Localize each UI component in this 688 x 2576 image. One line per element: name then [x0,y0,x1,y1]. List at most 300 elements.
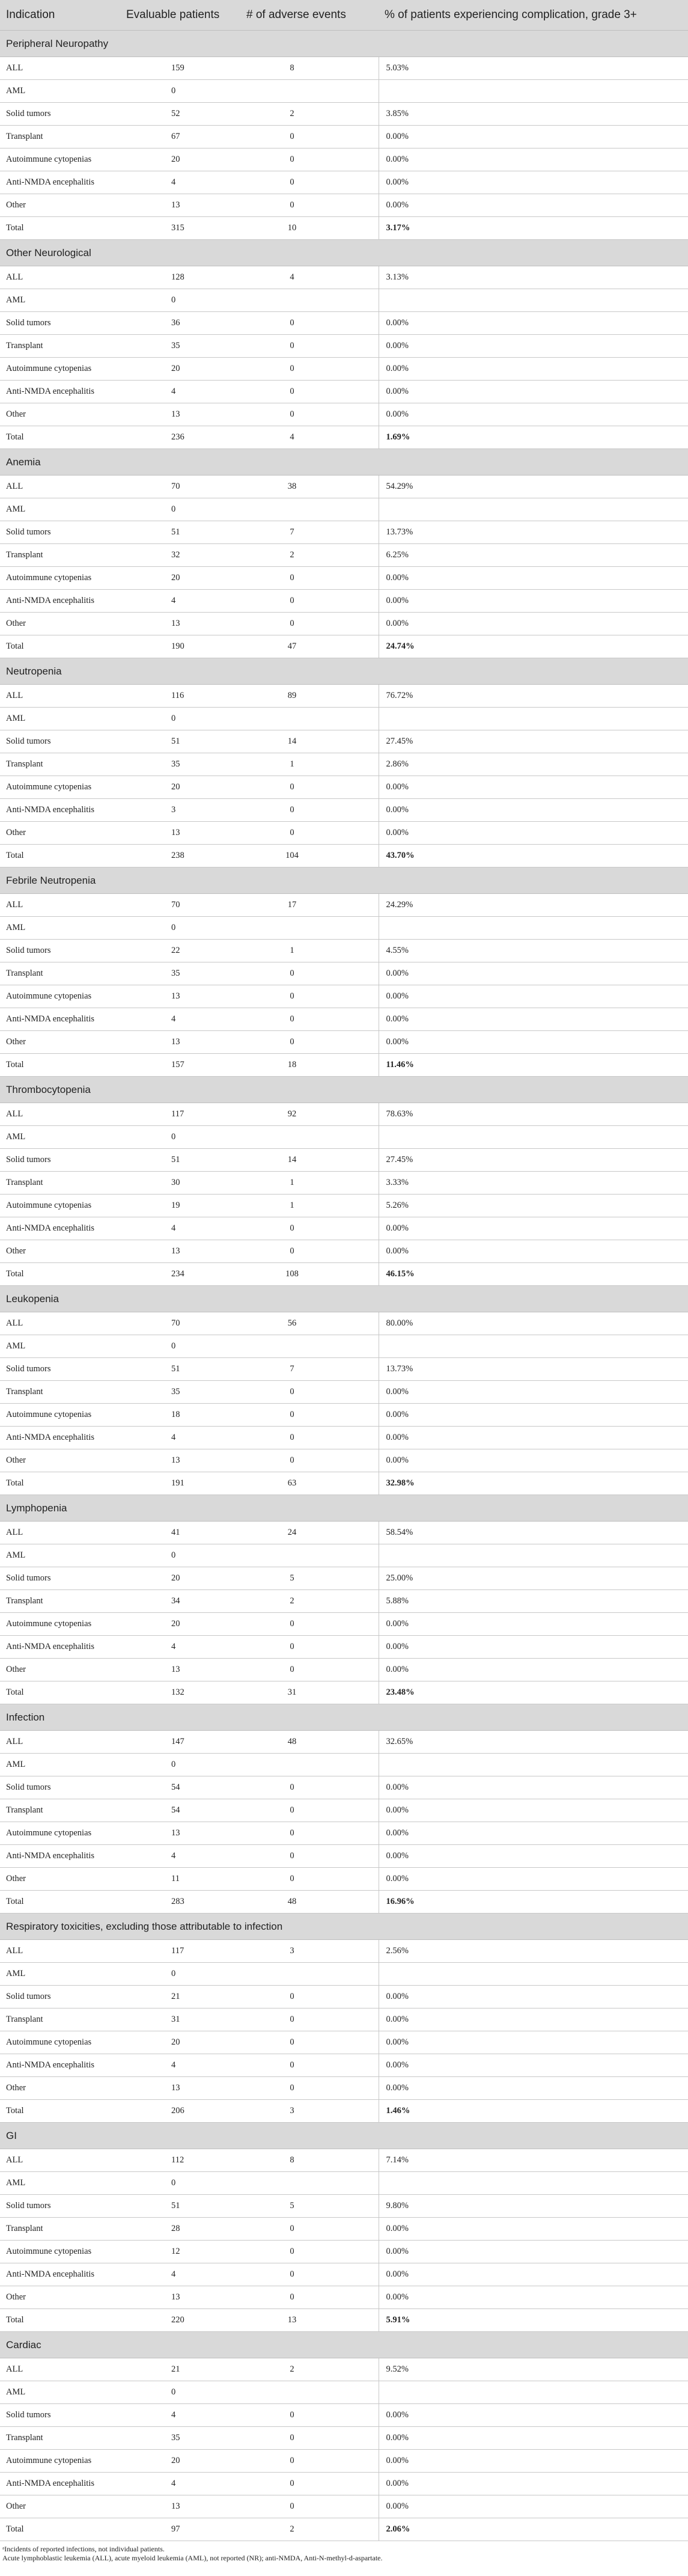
adverse-events-cell: 1 [240,1172,379,1195]
table-row [0,1659,688,1681]
evaluable-patients-cell: 19 [120,1195,240,1217]
percent-cell: 78.63% [379,1103,688,1126]
percent-cell: 80.00% [379,1312,688,1335]
percent-cell: 27.45% [379,730,688,753]
adverse-events-cell: 3 [240,2100,379,2123]
evaluable-patients-cell: 236 [120,426,240,449]
indication-cell: Autoimmune cytopenias [0,2031,120,2054]
indication-cell: Solid tumors [0,1149,120,1172]
evaluable-patients-cell: 220 [120,2309,240,2332]
percent-cell: 0.00% [379,985,688,1008]
adverse-events-cell: 0 [240,567,379,590]
percent-cell: 13.73% [379,1358,688,1381]
indication-cell: ALL [0,476,120,498]
percent-cell: 23.48% [379,1681,688,1704]
percent-cell: 46.15% [379,1263,688,1286]
section-title: Respiratory toxicities, excluding those attributable to infection [0,1914,688,1940]
percent-cell [379,1754,688,1776]
indication-cell: ALL [0,894,120,917]
percent-cell: 0.00% [379,2263,688,2286]
footnotes [0,2541,688,2563]
total-row [0,635,688,658]
indication-cell: AML [0,708,120,730]
percent-cell: 0.00% [379,799,688,822]
indication-cell: Transplant [0,2218,120,2241]
percent-cell: 0.00% [379,1217,688,1240]
percent-cell: 5.03% [379,57,688,80]
section-title: Other Neurological [0,240,688,266]
adverse-events-cell: 0 [240,2031,379,2054]
table-row [0,2031,688,2054]
table-row [0,2008,688,2031]
evaluable-patients-cell: 20 [120,1613,240,1636]
indication-cell: Autoimmune cytopenias [0,358,120,381]
percent-cell [379,1544,688,1567]
table-row [0,2218,688,2241]
percent-cell: 0.00% [379,2404,688,2427]
adverse-events-cell: 0 [240,194,379,217]
adverse-events-cell: 0 [240,358,379,381]
adverse-events-cell: 104 [240,845,379,867]
indication-cell: Solid tumors [0,2404,120,2427]
percent-cell: 0.00% [379,381,688,403]
table-row [0,613,688,635]
indication-cell: Transplant [0,962,120,985]
evaluable-patients-cell: 4 [120,1427,240,1449]
evaluable-patients-cell: 4 [120,2473,240,2495]
indication-cell: Autoimmune cytopenias [0,2241,120,2263]
evaluable-patients-cell: 4 [120,590,240,613]
adverse-events-cell: 56 [240,1312,379,1335]
table-row [0,2286,688,2309]
table-row [0,2404,688,2427]
table-row [0,289,688,312]
table-row [0,822,688,845]
table-row [0,2149,688,2172]
header-indication: Indication [0,0,120,31]
evaluable-patients-cell: 21 [120,1986,240,2008]
table-row [0,567,688,590]
evaluable-patients-cell: 0 [120,917,240,940]
indication-cell: Total [0,2309,120,2332]
percent-cell: 3.17% [379,217,688,240]
percent-cell: 0.00% [379,2031,688,2054]
table-row [0,126,688,148]
percent-cell [379,1963,688,1986]
table-row [0,1126,688,1149]
table-row [0,1822,688,1845]
adverse-events-cell: 0 [240,126,379,148]
indication-cell: Autoimmune cytopenias [0,1404,120,1427]
adverse-events-cell: 0 [240,148,379,171]
table-row [0,1776,688,1799]
adverse-events-cell: 0 [240,2427,379,2450]
adverse-events-cell: 0 [240,1636,379,1659]
section-title: Lymphopenia [0,1495,688,1522]
section-header-row [0,658,688,685]
table-row [0,1940,688,1963]
evaluable-patients-cell: 190 [120,635,240,658]
indication-cell: Solid tumors [0,1567,120,1590]
evaluable-patients-cell: 51 [120,730,240,753]
table-row [0,335,688,358]
evaluable-patients-cell: 206 [120,2100,240,2123]
percent-cell [379,1335,688,1358]
table-row [0,1008,688,1031]
evaluable-patients-cell: 36 [120,312,240,335]
indication-cell: AML [0,498,120,521]
adverse-events-cell: 0 [240,2404,379,2427]
table-row [0,590,688,613]
evaluable-patients-cell: 31 [120,2008,240,2031]
percent-cell: 0.00% [379,1799,688,1822]
section-header-row [0,1704,688,1731]
percent-cell: 0.00% [379,2241,688,2263]
adverse-events-cell: 5 [240,1567,379,1590]
indication-cell: Other [0,1659,120,1681]
table-row [0,544,688,567]
percent-cell: 7.14% [379,2149,688,2172]
table-row [0,1522,688,1544]
indication-cell: Solid tumors [0,2195,120,2218]
adverse-events-cell: 47 [240,635,379,658]
total-row [0,426,688,449]
section-title: Thrombocytopenia [0,1077,688,1103]
indication-cell: Total [0,2518,120,2541]
evaluable-patients-cell: 238 [120,845,240,867]
percent-cell: 24.29% [379,894,688,917]
indication-cell: Total [0,845,120,867]
percent-cell: 0.00% [379,171,688,194]
percent-cell [379,2381,688,2404]
indication-cell: Autoimmune cytopenias [0,2450,120,2473]
adverse-events-cell: 0 [240,985,379,1008]
evaluable-patients-cell: 35 [120,1381,240,1404]
indication-cell: ALL [0,266,120,289]
adverse-events-cell: 0 [240,2263,379,2286]
indication-cell: Other [0,1240,120,1263]
indication-cell: Solid tumors [0,103,120,126]
total-row [0,1263,688,1286]
percent-cell: 1.69% [379,426,688,449]
indication-cell: ALL [0,2358,120,2381]
percent-cell: 0.00% [379,1845,688,1868]
indication-cell: ALL [0,57,120,80]
indication-cell: Anti-NMDA encephalitis [0,381,120,403]
evaluable-patients-cell: 4 [120,171,240,194]
table-row [0,1986,688,2008]
adverse-events-cell: 0 [240,2495,379,2518]
evaluable-patients-cell: 13 [120,1031,240,1054]
indication-cell: ALL [0,1522,120,1544]
evaluable-patients-cell: 22 [120,940,240,962]
adverse-events-cell: 0 [240,171,379,194]
evaluable-patients-cell: 13 [120,2286,240,2309]
adverse-events-cell: 8 [240,2149,379,2172]
indication-cell: Total [0,2100,120,2123]
adverse-events-cell: 2 [240,2518,379,2541]
evaluable-patients-cell: 0 [120,1335,240,1358]
indication-cell: Autoimmune cytopenias [0,1613,120,1636]
indication-cell: Autoimmune cytopenias [0,567,120,590]
table-row [0,2358,688,2381]
evaluable-patients-cell: 4 [120,1217,240,1240]
section-header-row [0,1077,688,1103]
percent-cell: 0.00% [379,2077,688,2100]
table-row [0,403,688,426]
percent-cell: 32.98% [379,1472,688,1495]
table-row [0,962,688,985]
evaluable-patients-cell: 35 [120,2427,240,2450]
indication-cell: Other [0,2495,120,2518]
indication-cell: Autoimmune cytopenias [0,1822,120,1845]
evaluable-patients-cell: 52 [120,103,240,126]
adverse-events-cell: 1 [240,940,379,962]
percent-cell [379,2172,688,2195]
table-body [0,31,688,2541]
indication-cell: Solid tumors [0,1986,120,2008]
percent-cell: 58.54% [379,1522,688,1544]
indication-cell: Transplant [0,2008,120,2031]
evaluable-patients-cell: 147 [120,1731,240,1754]
indication-cell: Transplant [0,1172,120,1195]
indication-cell: AML [0,289,120,312]
total-row [0,2518,688,2541]
evaluable-patients-cell: 70 [120,476,240,498]
evaluable-patients-cell: 4 [120,2054,240,2077]
evaluable-patients-cell: 20 [120,358,240,381]
table-row [0,1240,688,1263]
table-row [0,1754,688,1776]
evaluable-patients-cell: 18 [120,1404,240,1427]
table-row [0,1031,688,1054]
indication-cell: AML [0,1126,120,1149]
evaluable-patients-cell: 41 [120,1522,240,1544]
evaluable-patients-cell: 54 [120,1776,240,1799]
evaluable-patients-cell: 51 [120,2195,240,2218]
percent-cell: 0.00% [379,2286,688,2309]
section-title: Peripheral Neuropathy [0,31,688,57]
header-evaluable-patients: Evaluable patients [120,0,240,31]
table-row [0,1613,688,1636]
evaluable-patients-cell: 30 [120,1172,240,1195]
indication-cell: Anti-NMDA encephalitis [0,2263,120,2286]
adverse-events-cell: 14 [240,1149,379,1172]
total-row [0,1681,688,1704]
table-row [0,776,688,799]
indication-cell: Other [0,2077,120,2100]
adverse-events-cell [240,2381,379,2404]
section-title: GI [0,2123,688,2149]
footnote-infections: ᵃIncidents of reported infections, not individual patients. [2,2545,165,2553]
percent-cell: 0.00% [379,358,688,381]
table-row [0,1103,688,1126]
indication-cell: Total [0,1054,120,1077]
adverse-events-cell: 4 [240,266,379,289]
indication-cell: Transplant [0,1799,120,1822]
adverse-events-cell: 0 [240,1822,379,1845]
indication-cell: Anti-NMDA encephalitis [0,1427,120,1449]
table-row [0,1217,688,1240]
total-row [0,2100,688,2123]
evaluable-patients-cell: 67 [120,126,240,148]
percent-cell [379,498,688,521]
percent-cell [379,708,688,730]
evaluable-patients-cell: 4 [120,1636,240,1659]
indication-cell: AML [0,2381,120,2404]
evaluable-patients-cell: 0 [120,1754,240,1776]
indication-cell: Other [0,194,120,217]
percent-cell: 0.00% [379,403,688,426]
table-row [0,2473,688,2495]
evaluable-patients-cell: 51 [120,1358,240,1381]
adverse-events-cell: 18 [240,1054,379,1077]
table-row [0,753,688,776]
percent-cell: 43.70% [379,845,688,867]
evaluable-patients-cell: 13 [120,194,240,217]
section-title: Cardiac [0,2332,688,2358]
adverse-events-cell: 0 [240,1845,379,1868]
percent-cell [379,289,688,312]
table-row [0,1172,688,1195]
indication-cell: ALL [0,685,120,708]
percent-cell: 32.65% [379,1731,688,1754]
percent-cell: 0.00% [379,1240,688,1263]
evaluable-patients-cell: 283 [120,1891,240,1914]
indication-cell: Total [0,635,120,658]
indication-cell: Other [0,1449,120,1472]
indication-cell: Solid tumors [0,940,120,962]
percent-cell: 27.45% [379,1149,688,1172]
adverse-events-cell: 0 [240,1799,379,1822]
table-row [0,917,688,940]
adverse-events-cell: 0 [240,1449,379,1472]
adverse-events-cell: 0 [240,1868,379,1891]
table-row [0,1335,688,1358]
table-row [0,1449,688,1472]
evaluable-patients-cell: 20 [120,148,240,171]
total-row [0,1891,688,1914]
evaluable-patients-cell: 117 [120,1940,240,1963]
evaluable-patients-cell: 0 [120,708,240,730]
adverse-events-cell: 108 [240,1263,379,1286]
percent-cell: 0.00% [379,148,688,171]
table-row [0,1868,688,1891]
evaluable-patients-cell: 0 [120,289,240,312]
percent-cell: 0.00% [379,2473,688,2495]
indication-cell: Anti-NMDA encephalitis [0,1008,120,1031]
adverse-events-cell: 0 [240,2473,379,2495]
evaluable-patients-cell: 234 [120,1263,240,1286]
adverse-events-cell: 0 [240,2008,379,2031]
indication-cell: AML [0,1335,120,1358]
indication-cell: Solid tumors [0,521,120,544]
indication-cell: Other [0,613,120,635]
percent-cell: 0.00% [379,2427,688,2450]
percent-cell: 0.00% [379,1427,688,1449]
indication-cell: Solid tumors [0,730,120,753]
adverse-events-cell: 0 [240,1031,379,1054]
indication-cell: AML [0,1963,120,1986]
evaluable-patients-cell: 4 [120,1845,240,1868]
indication-cell: Anti-NMDA encephalitis [0,2054,120,2077]
table-row [0,1963,688,1986]
indication-cell: Solid tumors [0,312,120,335]
evaluable-patients-cell: 3 [120,799,240,822]
evaluable-patients-cell: 97 [120,2518,240,2541]
indication-cell: AML [0,2172,120,2195]
evaluable-patients-cell: 0 [120,2381,240,2404]
section-header-row [0,1495,688,1522]
indication-cell: Other [0,822,120,845]
table-row [0,358,688,381]
indication-cell: AML [0,917,120,940]
evaluable-patients-cell: 13 [120,822,240,845]
percent-cell: 4.55% [379,940,688,962]
evaluable-patients-cell: 70 [120,1312,240,1335]
evaluable-patients-cell: 13 [120,2495,240,2518]
indication-cell: AML [0,1544,120,1567]
adverse-events-cell: 0 [240,776,379,799]
percent-cell: 5.91% [379,2309,688,2332]
percent-cell: 5.26% [379,1195,688,1217]
table-row [0,1567,688,1590]
table-row [0,57,688,80]
evaluable-patients-cell: 20 [120,1567,240,1590]
total-row [0,1472,688,1495]
evaluable-patients-cell: 13 [120,613,240,635]
percent-cell: 0.00% [379,1986,688,2008]
percent-cell: 0.00% [379,1659,688,1681]
adverse-events-cell: 3 [240,1940,379,1963]
adverse-events-cell: 24 [240,1522,379,1544]
adverse-events-cell: 0 [240,1217,379,1240]
table-row [0,685,688,708]
percent-cell: 0.00% [379,194,688,217]
adverse-events-cell: 0 [240,799,379,822]
adverse-events-cell [240,1544,379,1567]
adverse-events-cell: 0 [240,1776,379,1799]
evaluable-patients-cell: 191 [120,1472,240,1495]
evaluable-patients-cell: 51 [120,521,240,544]
percent-cell: 0.00% [379,1636,688,1659]
adverse-events-cell: 10 [240,217,379,240]
section-title: Anemia [0,449,688,476]
adverse-events-cell [240,1335,379,1358]
indication-cell: Autoimmune cytopenias [0,1195,120,1217]
evaluable-patients-cell: 4 [120,2404,240,2427]
evaluable-patients-cell: 128 [120,266,240,289]
percent-cell: 0.00% [379,776,688,799]
evaluable-patients-cell: 51 [120,1149,240,1172]
table-row [0,2427,688,2450]
percent-cell: 3.85% [379,103,688,126]
percent-cell: 0.00% [379,567,688,590]
section-header-row [0,2332,688,2358]
indication-cell: AML [0,1754,120,1776]
table-row [0,2381,688,2404]
evaluable-patients-cell: 315 [120,217,240,240]
evaluable-patients-cell: 20 [120,2450,240,2473]
percent-cell: 6.25% [379,544,688,567]
adverse-events-cell: 0 [240,2450,379,2473]
indication-cell: Total [0,426,120,449]
evaluable-patients-cell: 54 [120,1799,240,1822]
evaluable-patients-cell: 28 [120,2218,240,2241]
evaluable-patients-cell: 13 [120,2077,240,2100]
indication-cell: Anti-NMDA encephalitis [0,1636,120,1659]
evaluable-patients-cell: 117 [120,1103,240,1126]
